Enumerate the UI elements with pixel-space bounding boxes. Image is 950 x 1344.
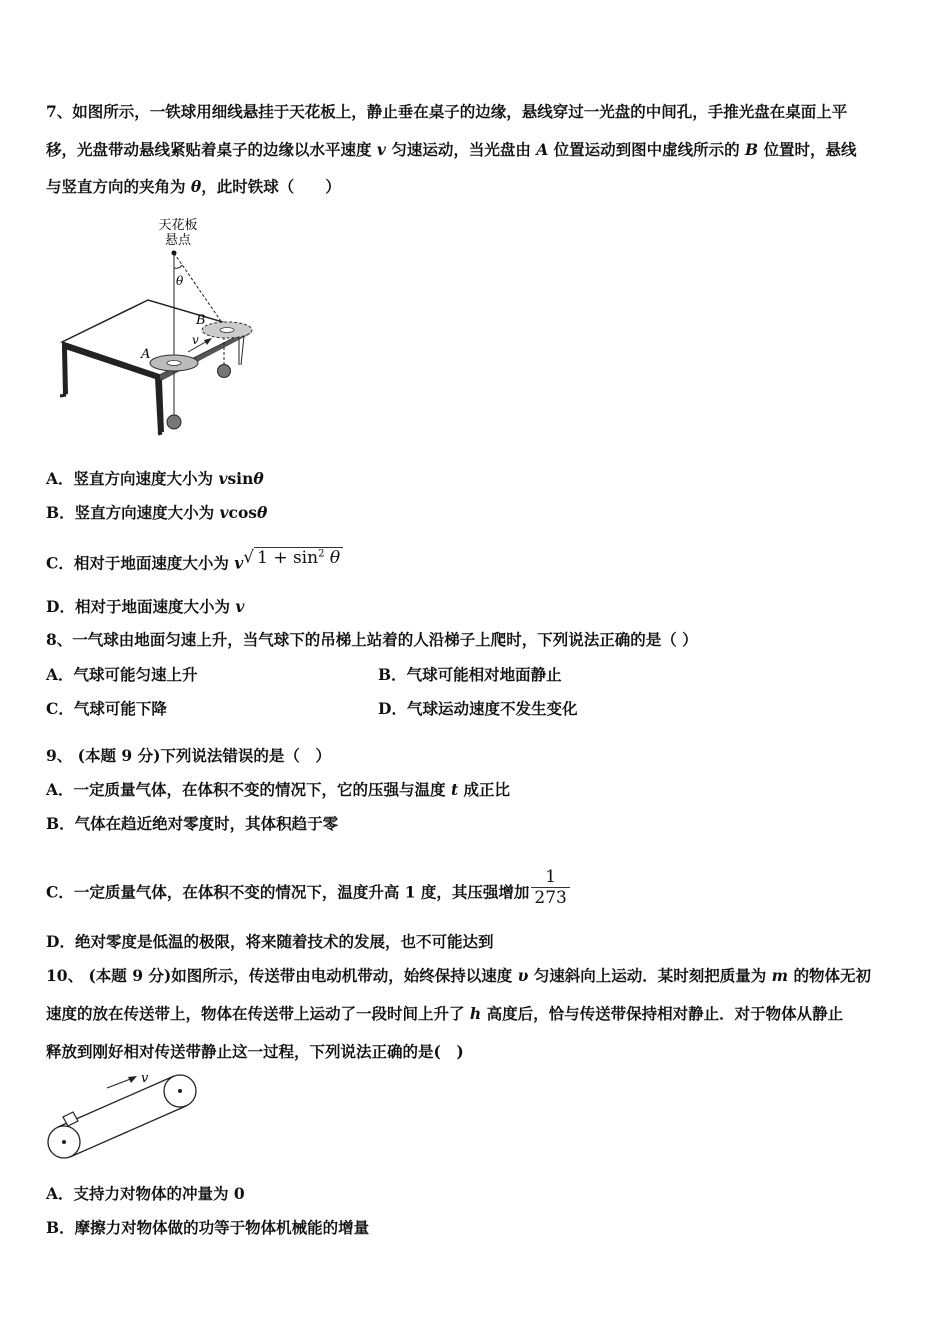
fig-v: v	[192, 333, 199, 347]
q7-stem-line1: 7、如图所示，一铁球用细线悬挂于天花板上，静止垂在桌子的边缘，悬线穿过一光盘的中间孔，手推光盘在桌面上平	[46, 102, 848, 121]
q7-stem-line2: 移，光盘带动悬线紧贴着桌子的边缘以水平速度 v 匀速运动，当光盘由 A 位置运动到图中虚线所示的 B 位置时，悬线	[46, 140, 857, 159]
q10-stem-line3: 释放到刚好相对传送带静止这一过程，下列说法正确的是( )	[46, 1042, 464, 1061]
q8-option-a: A．气球可能匀速上升	[46, 665, 198, 684]
sqrt-expression: √ $1 + \sin^2 \theta$	[243, 544, 343, 568]
q10-option-a: A．支持力对物体的冲量为 0	[46, 1184, 245, 1203]
fig-ceiling-label: 天花板	[158, 218, 198, 233]
conveyor-v: v	[141, 1071, 149, 1086]
q9-stem: 9、 (本题 9 分)下列说法错误的是（ ）	[46, 746, 331, 765]
q7-stem-line3: 与竖直方向的夹角为 θ，此时铁球（ ）	[46, 177, 341, 196]
q9-option-a: A．一定质量气体，在体积不变的情况下，它的压强与温度 t 成正比	[46, 780, 511, 799]
q10-stem-line2: 速度的放在传送带上，物体在传送带上运动了一段时间上升了 h 高度后，恰与传送带保持相对静止．对于物体从静止	[46, 1004, 844, 1023]
fig-A: A	[141, 347, 151, 362]
q8-option-b: B．气球可能相对地面静止	[378, 665, 562, 684]
q7-option-d: D．相对于地面速度大小为 v	[46, 597, 245, 616]
q7-figure-table-pendulum	[55, 212, 260, 440]
fig-theta: θ	[176, 274, 184, 288]
q10-stem-line1: 10、 (本题 9 分)如图所示，传送带由电动机带动，始终保持以速度 υ 匀速斜向上运动．某时刻把质量为 m 的物体无初	[46, 966, 871, 985]
q7-option-c: C．相对于地面速度大小为 v√ $1 + \sin^2 \theta$	[46, 550, 343, 574]
q8-stem: 8、一气球由地面匀速上升，当气球下的吊梯上站着的人沿梯子上爬时，下列说法正确的是（ ）	[46, 630, 698, 649]
q7-option-b: B．竖直方向速度大小为 vcosθ	[46, 503, 268, 522]
fig-point-label: 悬点	[164, 233, 192, 248]
fig-B: B	[196, 313, 206, 328]
q9-option-b: B．气体在趋近绝对零度时，其体积趋于零	[46, 814, 339, 833]
q7-option-a: A．竖直方向速度大小为 vsinθ	[46, 469, 264, 488]
q9-option-d: D．绝对零度是低温的极限，将来随着技术的发展，也不可能达到	[46, 932, 494, 951]
q8-option-d: D．气球运动速度不发生变化	[378, 699, 578, 718]
q10-option-b: B．摩擦力对物体做的功等于物体机械能的增量	[46, 1218, 370, 1237]
fraction: $\frac{1}{273}$	[531, 867, 569, 908]
q9-option-c: C．一定质量气体，在体积不变的情况下，温度升高 1 度，其压强增加 $\frac{1}{273}$	[46, 873, 570, 914]
q8-option-c: C．气球可能下降	[46, 699, 167, 718]
q10-figure-conveyor	[45, 1068, 205, 1168]
